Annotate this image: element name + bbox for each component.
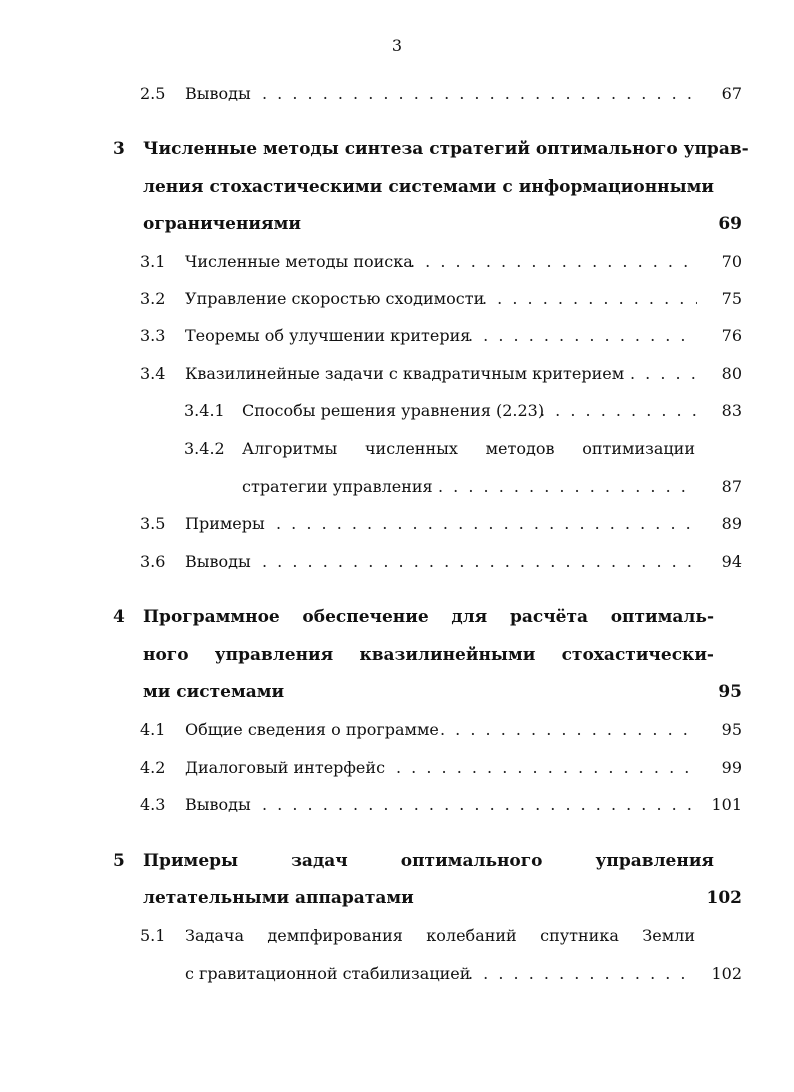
chapter-title-line: Программное обеспечение для расчёта оптималь- (143, 607, 714, 627)
leader-dots (262, 552, 697, 571)
toc-entry-3-4-2[interactable] (0, 439, 794, 465)
section-number: 5.1 (140, 926, 166, 945)
chapter-number: 3 (113, 139, 125, 159)
toc-entry-2-5[interactable] (0, 84, 794, 110)
page-ref: 83 (721, 401, 742, 420)
leader-dots (468, 326, 697, 345)
toc-chapter-4[interactable] (0, 607, 794, 633)
chapter-title-line: ного управления квазилинейными стохастически- (143, 645, 714, 665)
leader-dots (440, 720, 697, 739)
toc-entry-4-2[interactable] (0, 758, 794, 784)
page-ref: 76 (721, 326, 742, 345)
page-ref: 89 (721, 514, 742, 533)
toc-entry-4-1[interactable] (0, 720, 794, 746)
toc-entry-3-6[interactable] (0, 552, 794, 578)
toc-entry-3-4-1[interactable] (0, 401, 794, 427)
toc-entry-3-4-2-cont (0, 477, 794, 503)
leader-dots (396, 758, 697, 777)
section-title: Квазилинейные задачи с квадратичным критерием (185, 364, 625, 383)
page-ref: 94 (721, 552, 742, 571)
toc-entry-3-3[interactable] (0, 326, 794, 352)
page-ref: 102 (711, 964, 742, 983)
section-number: 3.4.2 (184, 439, 225, 458)
section-title: Способы решения уравнения (2.23) (242, 401, 545, 420)
page-ref: 95 (718, 682, 742, 702)
section-title: Управление скоростью сходимости (185, 289, 485, 308)
section-number: 2.5 (140, 84, 166, 103)
page-ref: 69 (718, 214, 742, 234)
toc-entry-5-1[interactable] (0, 926, 794, 952)
leader-dots (468, 964, 697, 983)
chapter-title-line: Численные методы синтеза стратегий оптимального управ- (143, 139, 749, 159)
section-title-line: Алгоритмы численных методов оптимизации (242, 439, 695, 458)
section-title-line: Задача демпфирования колебаний спутника Земли (185, 926, 695, 945)
page-ref: 87 (721, 477, 742, 496)
section-title: Примеры (185, 514, 265, 533)
section-number: 3.3 (140, 326, 166, 345)
section-title: Общие сведения о программе (185, 720, 439, 739)
section-title: Теоремы об улучшении критерия (185, 326, 471, 345)
section-title: Диалоговый интерфейс (185, 758, 386, 777)
section-number: 4.2 (140, 758, 166, 777)
chapter-title-line: Примеры задач оптимального управления (143, 851, 714, 871)
toc-entry-3-4[interactable] (0, 364, 794, 390)
page-ref: 80 (721, 364, 742, 383)
leader-dots (482, 289, 697, 308)
section-number: 3.6 (140, 552, 166, 571)
toc-chapter-4-end (0, 682, 794, 708)
toc-chapter-4-cont (0, 645, 794, 671)
section-number: 4.1 (140, 720, 166, 739)
leader-dots (630, 364, 697, 383)
leader-dots (276, 514, 697, 533)
section-number: 3.5 (140, 514, 166, 533)
page-ref: 101 (711, 795, 742, 814)
toc-entry-3-1[interactable] (0, 252, 794, 278)
leader-dots (438, 477, 697, 496)
toc-chapter-3[interactable] (0, 139, 794, 165)
page-number: 3 (391, 36, 403, 55)
chapter-title-line: ления стохастическими системами с информационными (143, 177, 714, 197)
chapter-title-line: ми системами (143, 682, 285, 702)
chapter-title-line: ограничениями (143, 214, 301, 234)
section-number: 4.3 (140, 795, 166, 814)
leader-dots (262, 795, 697, 814)
toc-entry-3-5[interactable] (0, 514, 794, 540)
section-title: Выводы (185, 84, 251, 103)
toc-chapter-5[interactable] (0, 851, 794, 877)
section-number: 3.1 (140, 252, 166, 271)
toc-chapter-3-end (0, 214, 794, 240)
toc-entry-3-2[interactable] (0, 289, 794, 315)
toc-chapter-5-end (0, 888, 794, 914)
toc-entry-4-3[interactable] (0, 795, 794, 821)
page-ref: 75 (721, 289, 742, 308)
page-ref: 99 (721, 758, 742, 777)
section-title-line: с гравитационной стабилизацией (185, 964, 471, 983)
section-title: Выводы (185, 552, 251, 571)
leader-dots (262, 84, 697, 103)
page-ref: 102 (706, 888, 742, 908)
page-ref: 70 (721, 252, 742, 271)
section-number: 3.2 (140, 289, 166, 308)
section-title: Выводы (185, 795, 251, 814)
page-ref: 95 (721, 720, 742, 739)
toc-chapter-3-cont (0, 177, 794, 203)
chapter-number: 4 (113, 607, 125, 627)
section-title-line: стратегии управления (242, 477, 433, 496)
leader-dots (410, 252, 697, 271)
page-ref: 67 (721, 84, 742, 103)
toc-entry-5-1-cont (0, 964, 794, 990)
chapter-title-line: летательными аппаратами (143, 888, 414, 908)
section-number: 3.4 (140, 364, 166, 383)
chapter-number: 5 (113, 851, 125, 871)
leader-dots (540, 401, 697, 420)
section-title: Численные методы поиска (185, 252, 413, 271)
section-number: 3.4.1 (184, 401, 225, 420)
